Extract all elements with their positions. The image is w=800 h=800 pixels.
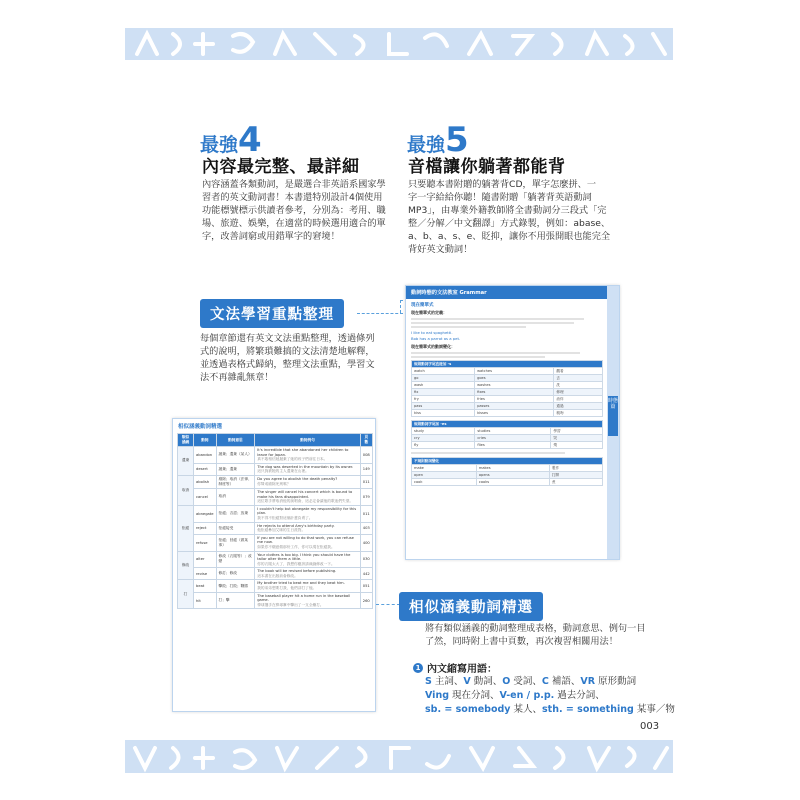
similar-connector xyxy=(376,604,400,605)
grammar-table-2: 規則動詞字尾加 -es study studies 學習 cry cries 哭 fly flies 飛 xyxy=(411,420,603,449)
similar-verbs-callout: 相似涵義動詞精選 xyxy=(399,592,543,621)
similar-verbs-preview-title: 相似涵義動詞精選 xyxy=(178,424,223,430)
grammar-example-1: I like to eat spaghetti. xyxy=(411,330,453,335)
text-line xyxy=(411,318,584,320)
page-number: 003 xyxy=(640,721,660,732)
similar-verbs-page-preview xyxy=(172,418,376,712)
table-row: refuse 拒絕；回絕（做某事） If you are not willing to do that work, you can refuse me now. 如果你不願意做那份工作，你可以現在拒絕我。 400 xyxy=(178,534,373,551)
abbreviation-heading: 內文縮寫用語： xyxy=(427,664,497,675)
feature5-heading xyxy=(407,120,469,160)
grammar-section-title: 現在簡單式 xyxy=(411,303,434,308)
grammar-example-2: Bob has a parrot as a pet. xyxy=(411,335,461,341)
table-row: 修改 alter 修改（衣服等）；改變 Your clothes is too big. I think you should have the tailor alter them a little. 你的衣服太大了，我想你應該請裁縫修改一下。 030 xyxy=(178,551,373,568)
text-line xyxy=(411,356,545,358)
band-pattern-icon xyxy=(125,28,673,60)
table-row: desert 拋棄；遺棄 The dog was deserted in the mountain by its owner. 這只狗被牠的主人遺棄在山裡。 149 xyxy=(178,463,373,475)
table-row: 拒絕 abnegate 拒絕；否認；放棄 I couldn't help but abnegate my responsibility for this plan. 我不得不拒絕對這個計畫負責了。 011 xyxy=(178,505,373,522)
grammar-table-1: 規則動詞字尾直接加 -s watch watches 觀看 go goes 去 wash washes 洗 fix fixes 修理 fry fries 油炸 pass passes 通過 kiss kisses 親吻 xyxy=(411,360,603,417)
feature4-title: 內容最完整、最詳細 xyxy=(202,157,360,177)
bottom-decorative-band xyxy=(125,740,673,773)
grammar-subtitle-2: 現在簡單式的動詞變化： xyxy=(411,344,455,349)
feature5-description: 只要聽本書附贈的躺著背CD，單字怎麼拼、一 字一字給給你聽！隨書附贈「躺著背英語動詞 MP3」，由專業外籍教師將全書動詞分三段式「完 整／分解／中文翻譯」方式錄製，例如：abase、 a、b、a、s、e、貶抑，讓你不用張開眼也能完全 背好英文動詞！ xyxy=(408,179,611,255)
text-line xyxy=(411,452,565,454)
side-tab: 時態篇 xyxy=(608,396,618,436)
top-decorative-band xyxy=(125,28,673,60)
feature5-strong: 最強 xyxy=(407,134,446,156)
grammar-description: 每個章節還有英文文法重點整理，透過條列 式的說明，將繁瑣難搞的文法清楚地解釋， 並透過表格式歸納，整理文法重點，學習文 法不再雜亂無章！ xyxy=(200,333,375,383)
abbreviation-line-1: S 主詞、V 動詞、O 受詞、C 補語、VR 原形動詞 xyxy=(425,676,637,687)
feature5-number: 5 xyxy=(445,120,469,160)
table-row: 遺棄 abandon 拋棄；遺棄（某人） It's incredible that she abandoned her children to leave for Japan. 真不敢相信她拋棄了她的孩子們前往日本。 008 xyxy=(178,447,373,464)
grammar-callout: 文法學習重點整理 xyxy=(200,299,344,328)
grammar-table-3: 不規則動詞變化 make makes 製作 open opens 打開 cook cooks 煮 xyxy=(411,457,603,486)
band-pattern-icon xyxy=(125,740,673,773)
feature4-strong: 最強 xyxy=(200,134,239,156)
feature4-description: 內容涵蓋各類動詞，是嚴選合非英語系國家學 習者的英文動詞書！本書還特別設計4個使用 功能標號標示供讀者參考，分別為：考用、職 場、旅遊、娛樂，在適當的時候選用適合的單 字，改善詞窮或用錯單字的窘境！ xyxy=(202,179,386,242)
grammar-page-preview xyxy=(405,285,620,560)
grammar-page-header: 動詞時態的文法教室 Grammar xyxy=(406,286,619,299)
table-row: cancel 取消 The singer will cancel his concert which is bound to make his fans disappointed. 這位歌手將取消他的演唱會，這必定會讓他的歌迷們失望。 079 xyxy=(178,488,373,505)
abbreviation-legend xyxy=(415,660,675,717)
table-row: hit 打；擊 The baseball player hit a home run in the baseball game. 棒球選手在棒球賽中擊出了一支全壘打。 260 xyxy=(178,592,373,609)
number-badge: 1 xyxy=(413,663,423,673)
table-row: revise 修訂；修改 The book will be revised before publishing. 這本書在出版前會修改。 442 xyxy=(178,568,373,580)
abbreviation-line-3: sb. = somebody 某人、sth. = something 某事／物 xyxy=(425,704,675,715)
text-line xyxy=(411,352,580,354)
similar-verbs-description: 將有類似涵義的動詞整理成表格，動詞意思、例句一目 了然，同時附上書中頁數，再次複習相關用法！ xyxy=(425,623,646,647)
abbreviation-line-2: Ving 現在分詞、V-en / p.p. 過去分詞、 xyxy=(425,690,605,701)
feature4-number: 4 xyxy=(238,120,262,160)
text-line xyxy=(411,322,574,324)
feature4-heading xyxy=(200,120,262,160)
table-row: 取消 abolish 廢除；取消（法律、制度等） Do you agree to abolish the death penalty? 你贊成廢除死刑嗎？ 011 xyxy=(178,475,373,488)
grammar-connector xyxy=(357,313,403,314)
similar-verbs-table: 類似涵義 動詞 動詞意思 動詞例句 頁數 遺棄 abandon 拋棄；遺棄（某人） It's incredible that she abandoned her children to leave for Japan. 真不敢相信她拋棄了她的孩子們前往日本。 008 desert 拋棄；遺棄 The dog was deserted in the mountain by its owner. 這只狗被牠的主人遺棄在山裡。 149 取消 abolish 廢除；取消（法律、制度等） Do you agree to abolish the death penalty? 你贊成廢除死刑嗎？ 011 cancel 取消 The singer will cancel his concert which is bound to make his fans disappointed. 這位歌手將取消他的演唱會，這必定會讓他的歌迷們失望。 079 拒絕 abnegate 拒絕；否認；放棄 I couldn't help but abnegate my responsibility for this plan. 我不得不拒絕對這個計畫負責了。 011 reject 拒絕接受 He rejects to attend Amy's birthday party. 他拒絕參加艾咪的生日派對。 403 refuse 拒絕；回絕（做某事） If you are not willing to do that work, you can refuse me now. 如果你不願意做那份工作，你可以現在拒絕我。 400 修改 alter 修改（衣服等）；改變 Your clothes is too big. I think you should have the tailor alter them a little. 你的衣服太大了，我想你應該請裁縫修改一下。 030 revise 修訂；修改 The book will be revised before publishing. 這本書在出版前會修改。 442 打 beat 擊敗；打敗；戰勝 My brother tried to beat me and they beat him. 我的弟弟想要打我，他們卻打了他。 051 hit 打；擊 The baseball player hit a home run in the baseball game. 棒球選手在棒球賽中擊出了一支全壘打。 260 xyxy=(177,433,373,609)
feature5-title: 音檔讓你躺著都能背 xyxy=(408,157,566,177)
text-line xyxy=(411,326,526,328)
grammar-subtitle-1: 現在簡單式的定義： xyxy=(411,310,447,315)
grammar-page-sidebar xyxy=(607,286,619,559)
table-row: 打 beat 擊敗；打敗；戰勝 My brother tried to beat me and they beat him. 我的弟弟想要打我，他們卻打了他。 051 xyxy=(178,580,373,592)
table-row: reject 拒絕接受 He rejects to attend Amy's birthday party. 他拒絕參加艾咪的生日派對。 403 xyxy=(178,522,373,534)
